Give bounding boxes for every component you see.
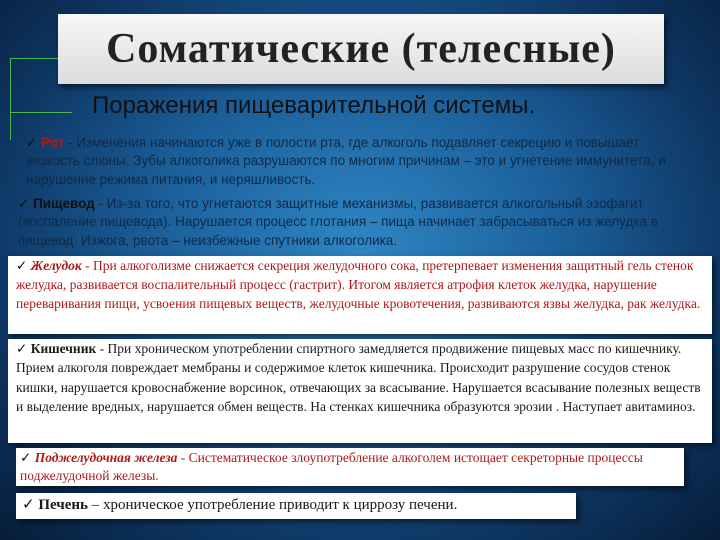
check-icon: ✓ xyxy=(26,135,38,150)
section-stomach-lead: Желудок xyxy=(30,258,82,273)
section-pancreas xyxy=(20,449,680,486)
section-mouth-text: Изменения начинаются уже в полости рта, где алкоголь подавляет секрецию и повышает вязкость слюны. Зубы алкоголика разрушаются по многим причинам – это и угнетение иммунитета, и нарушение режима питания, и неряшливость. xyxy=(26,135,666,187)
section-intestine-text: При хроническом употреблении спиртного замедляется продвижение пищевых масс по кишечнику. Прием алкоголя повреждает мембраны и содержимое клеток кишечника. Происходит разрушение сосудов стенок кишки, нарушается кровоснабжение ворсинок, отвечающих за всасывание. Нарушается всасывание полезных веществ и выделение вредных, нарушается обмен веществ. На стенках кишечника образуются эрозии . Наступает авитаминоз. xyxy=(16,341,701,415)
section-stomach-text: При алкоголизме снижается секреция желудочного сока, претерпевает изменения защитный гель стенок желудка, развивается воспалительный процесс (гастрит). Итогом является атрофия клеток желудка, нарушение переваривания пищи, усвоения пищевых веществ, желудочные кровотечения, развиваются язвы желудка, рак желудка. xyxy=(16,258,701,312)
section-pancreas-text: Систематическое злоупотребление алкоголем истощает секреторные процессы поджелудочной железы. xyxy=(20,450,643,484)
check-icon: ✓ xyxy=(16,341,28,356)
slide-title: Соматические (телесные) xyxy=(106,26,616,72)
section-pancreas-lead: Поджелудочная железа xyxy=(34,450,178,465)
check-icon: ✓ xyxy=(16,258,28,273)
slide-subtitle: Поражения пищеварительной системы. xyxy=(92,92,536,119)
section-liver-sep: – xyxy=(87,497,103,513)
section-stomach-sep: - xyxy=(81,258,93,273)
section-stomach xyxy=(16,256,710,313)
decor-line-vertical xyxy=(10,58,11,140)
section-mouth-sep: - xyxy=(64,135,77,150)
section-intestine xyxy=(16,339,710,417)
section-liver xyxy=(22,494,574,517)
section-esophagus-text: Из-за того, что угнетаются защитные механизмы, развивается алкогольный эзофагит (воспаление пищевода). Нарушается процесс глотания – пища начинает забрасываться из желудка в пищевод. Изжога, рвота – неизбежные спутники алкоголика. xyxy=(18,196,658,248)
section-mouth xyxy=(26,134,692,189)
section-pancreas-sep: - xyxy=(177,450,189,465)
section-esophagus xyxy=(18,195,698,250)
decor-line-top xyxy=(10,58,58,59)
check-icon: ✓ xyxy=(18,196,30,211)
section-liver-text: хроническое употребление приводит к циррозу печени. xyxy=(102,497,458,513)
section-liver-lead: Печень xyxy=(38,497,88,513)
section-esophagus-lead: Пищевод xyxy=(33,196,95,211)
decor-line-bottom xyxy=(10,112,72,113)
check-icon: ✓ xyxy=(20,450,32,465)
section-intestine-sep: - xyxy=(96,341,108,356)
title-box xyxy=(58,14,664,84)
check-icon: ✓ xyxy=(22,497,35,513)
section-mouth-lead: Рот xyxy=(41,135,65,150)
section-intestine-lead: Кишечник xyxy=(30,341,97,356)
section-esophagus-sep: - xyxy=(94,196,107,211)
